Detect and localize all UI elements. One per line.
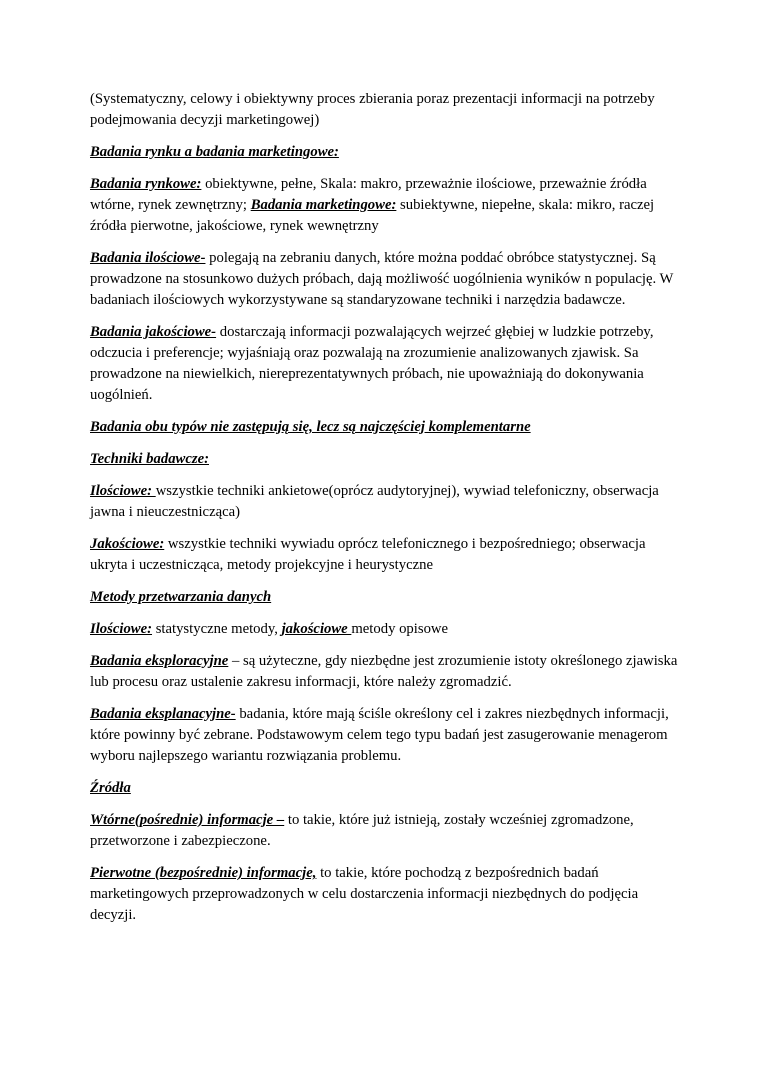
term-pierwotne-informacje: Pierwotne (bezpośrednie) informacje, [90,865,317,881]
text-badania-eksplanacyjne: badania, które mają ściśle określony cel i zakres niezbędnych informacji, które powinny być zebrane. Podstawowym celem tego typu badań jest zasugerowanie menagerom wyboru najlepszego wariantu rozwiązania problemu. [90,706,669,764]
paragraph-wtorne-informacje [90,810,680,852]
text-badania-ilosciowe: polegają na zebraniu danych, które można poddać obróbce statystycznej. Są prowadzone na stosunkowo dużych próbach, dają możliwość uogólnienia wyników n populację. W badaniach ilościowych wykorzystywane są standaryzowane techniki i narzędzia badawcze. [90,250,674,308]
text-wtorne-informacje: to takie, które już istnieją, zostały wcześniej zgromadzone, przetworzone i zabezpieczone. [90,812,634,849]
paragraph-techniki-jakosciowe [90,534,680,576]
text-badania-eksploracyjne: – są użyteczne, gdy niezbędne jest zrozumienie istoty określonego zjawiska lub procesu oraz ustalenie zakresu informacji, które należy zgromadzić. [90,653,678,690]
term-techniki-jakosciowe: Jakościowe: [90,536,165,552]
term-badania-ilosciowe: Badania ilościowe- [90,250,206,266]
term-badania-jakosciowe: Badania jakościowe- [90,324,217,340]
paragraph-badania-ilosciowe [90,248,680,311]
text-badania-jakosciowe: dostarczają informacji pozwalających wejrzeć głębiej w ludzkie potrzeby, odczucia i preferencje; wyjaśniają oraz pozwalają na zrozumienie analizowanych zjawisk. Sa prowadzone na niewielkich, niereprezentatywnych próbach, nie upoważniają do dokonywania uogólnień. [90,324,654,403]
intro-paragraph: (Systematyczny, celowy i obiektywny proces zbierania poraz prezentacji informacji na potrzeby podejmowania decyzji marketingowej) [90,91,655,128]
paragraph-badania-rynkowe [90,174,680,237]
term-badania-eksplanacyjne: Badania eksplanacyjne- [90,706,236,722]
heading-zrodla: Źródła [90,780,131,796]
paragraph-techniki-ilosciowe [90,481,680,523]
heading-techniki-badawcze: Techniki badawcze: [90,451,209,467]
paragraph-metody [90,619,680,640]
term-wtorne-informacje: Wtórne(pośrednie) informacje – [90,812,285,828]
heading-metody-przetwarzania: Metody przetwarzania danych [90,589,272,605]
text-metody-ilosciowe: statystyczne metody, [152,621,282,637]
term-badania-rynkowe: Badania rynkowe: [90,176,202,192]
term-badania-marketingowe: Badania marketingowe: [250,197,397,213]
heading-badania-rynku: Badania rynku a badania marketingowe: [90,144,339,160]
text-badania-rynkowe: obiektywne, pełne, Skala: makro, przeważnie ilościowe, przeważnie źródła wtórne, rynek zewnętrzny; [90,176,647,213]
text-techniki-jakosciowe: wszystkie techniki wywiadu oprócz telefonicznego i bezpośredniego; obserwacja ukryta i uczestnicząca, metody projekcyjne i heurystyczne [90,536,646,573]
heading-badania-obu-typow: Badania obu typów nie zastępują się, lecz są najczęściej komplementarne [90,419,531,435]
text-pierwotne-informacje: to takie, które pochodzą z bezpośrednich badań marketingowych przeprowadzonych w celu dostarczenia informacji niezbędnych do podjęcia decyzji. [90,865,639,923]
paragraph-badania-jakosciowe [90,322,680,406]
paragraph-pierwotne-informacje [90,863,680,926]
paragraph-badania-eksploracyjne [90,651,680,693]
term-badania-eksploracyjne: Badania eksploracyjne [90,653,229,669]
paragraph-badania-eksplanacyjne [90,704,680,767]
text-metody-jakosciowe: metody opisowe [351,621,449,637]
text-badania-marketingowe: subiektywne, niepełne, skala: mikro, raczej źródła pierwotne, jakościowe, rynek wewnętrzny [90,197,655,234]
term-metody-jakosciowe: jakościowe [281,621,352,637]
term-metody-ilosciowe: Ilościowe: [90,621,153,637]
document-page [90,89,680,937]
text-techniki-ilosciowe: wszystkie techniki ankietowe(oprócz audytoryjnej), wywiad telefoniczny, obserwacja jawna i nieuczestnicząca) [90,483,659,520]
term-techniki-ilosciowe: Ilościowe: [90,483,156,499]
